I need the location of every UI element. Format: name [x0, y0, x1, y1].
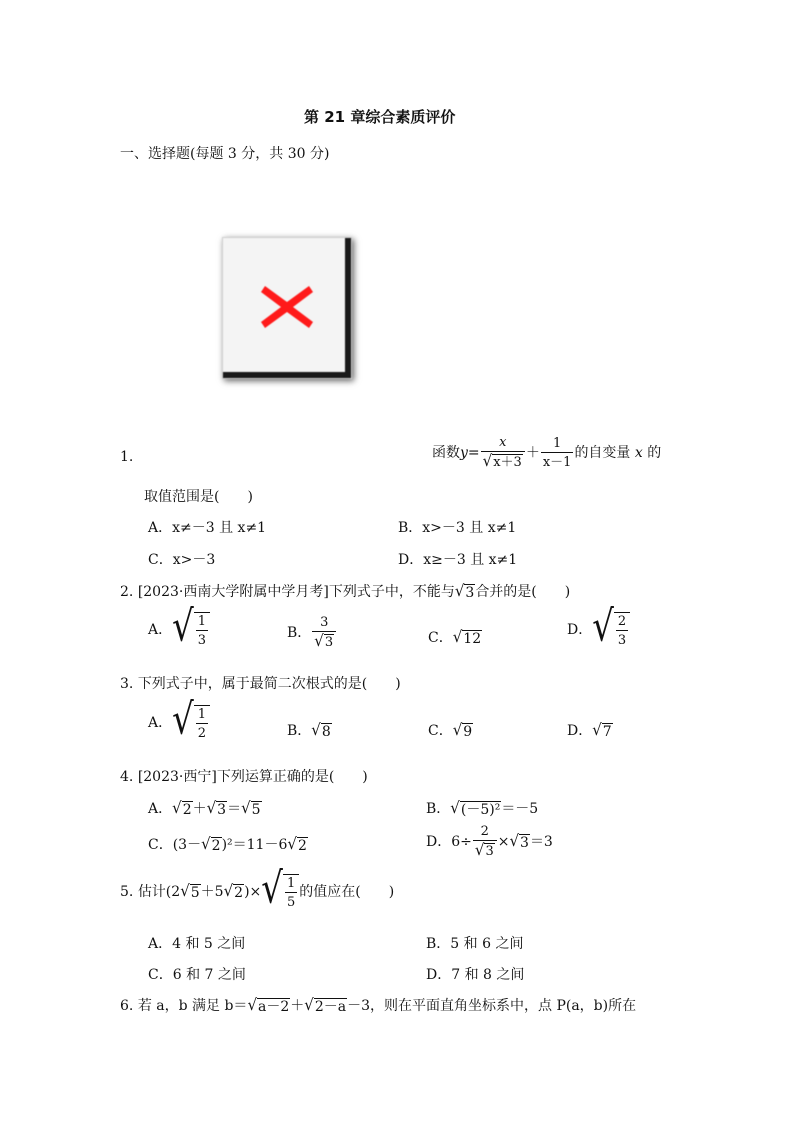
red-x-icon: [259, 282, 315, 332]
q3-option-d: D． √ 7: [567, 720, 612, 740]
q2-d-sqrt: √ $\frac{2}{3}$: [592, 612, 630, 648]
q1-post: 的自变量: [574, 445, 631, 461]
q4-number: 4.: [120, 769, 134, 785]
q4-option-d: D． 6÷ 2 √ 3 × √ 3 ＝3: [426, 824, 553, 860]
q1-numerator-1: 1: [552, 435, 562, 451]
q2-stem: [120, 581, 571, 601]
q5-stem: 5. 估计(2 √ 5 ＋5 √ 2 )× √ $\frac{1}{5}$ 的值应在( ): [120, 863, 395, 914]
page-title: 第 21 章综合素质评价: [304, 108, 456, 126]
q2-option-b: B． 3 √ 3: [287, 616, 337, 650]
q3-stem: 3. 下列式子中，属于最简二次根式的是( ): [120, 676, 401, 692]
q1-stem: [432, 436, 661, 470]
q3-option-b: B． √ 8: [287, 720, 331, 740]
q3-a-sqrt: √ $\frac{1}{2}$: [172, 705, 210, 741]
q1-numerator-x: x: [499, 435, 507, 450]
q2-b-frac: 3 √ 3: [312, 616, 336, 650]
q4-option-b: B． √ (－5)² ＝－5: [426, 798, 539, 818]
q5-option-b: B．5 和 6 之间: [426, 936, 524, 952]
q2-a-sqrt: √ $\frac{1}{3}$: [172, 612, 210, 648]
q1-option-d: D．x≥－3 且 x≠1: [398, 552, 518, 568]
q3-option-a: A． √ $\frac{1}{2}$: [148, 705, 210, 741]
q1-denominator-2: x－1: [541, 452, 574, 470]
q2-number: 2.: [120, 584, 134, 600]
q1-plus: ＋: [525, 445, 540, 461]
q1-eq: =: [467, 445, 480, 461]
q4-stem: 4. [2023·西宁]下列运算正确的是( ): [120, 769, 368, 785]
q3-number: 3.: [120, 676, 134, 692]
section-heading: 一、选择题(每题 3 分，共 30 分): [120, 146, 330, 162]
q2-option-c: C． √ 12: [428, 627, 482, 647]
q2-option-d: D． √ $\frac{2}{3}$: [567, 612, 630, 648]
q1-sqrt: √ x＋3: [482, 451, 522, 471]
q4-option-c: C． (3－ √ 2 )²＝11－6 √ 2: [148, 834, 307, 854]
q5-sqrt-frac: √ $\frac{1}{5}$: [261, 874, 299, 910]
q5-option-c: C．6 和 7 之间: [148, 967, 246, 983]
q2-stem-a: [2023·西南大学附属中学月考]下列式子中，不能与: [137, 584, 455, 600]
q1-radicand: x＋3: [493, 455, 522, 470]
q1-fraction-1: [481, 436, 525, 470]
q1-var: x: [634, 445, 643, 461]
q1-number: 1.: [120, 449, 134, 465]
q5-option-a: A．4 和 5 之间: [148, 936, 246, 952]
q3-option-c: C． √ 9: [428, 720, 473, 740]
q2-c-sqrt: √ 12: [452, 627, 482, 647]
q1-option-b: B．x>－3 且 x≠1: [398, 520, 517, 536]
q1-option-c: C．x>－3: [148, 552, 216, 568]
q1-y: y: [460, 445, 468, 461]
q6-number: 6.: [120, 998, 134, 1014]
q6-stem: 6. 若 a，b 满足 b＝ √ a－2 ＋ √ 2－a －3，则在平面直角坐标系中，点 P(a，b)所在: [120, 995, 637, 1015]
q2-sqrt3: √ 3: [454, 581, 475, 601]
q2-stem-b: 合并的是( ): [475, 584, 571, 600]
q1-option-a: A．x≠－3 且 x≠1: [148, 520, 267, 536]
q2-option-a: A． √ $\frac{1}{3}$: [148, 612, 210, 648]
q1-fraction-2: [541, 437, 574, 470]
q5-number: 5.: [120, 884, 134, 900]
q1-line2: 取值范围是( ): [144, 489, 253, 505]
q5-option-d: D．7 和 8 之间: [426, 967, 525, 983]
broken-image-icon: [222, 237, 352, 379]
q4-option-a: A． √ 2 ＋ √ 3 ＝ √ 5: [148, 798, 261, 818]
q1-tail: 的: [647, 445, 662, 461]
q1-pre: 函数: [432, 445, 460, 461]
